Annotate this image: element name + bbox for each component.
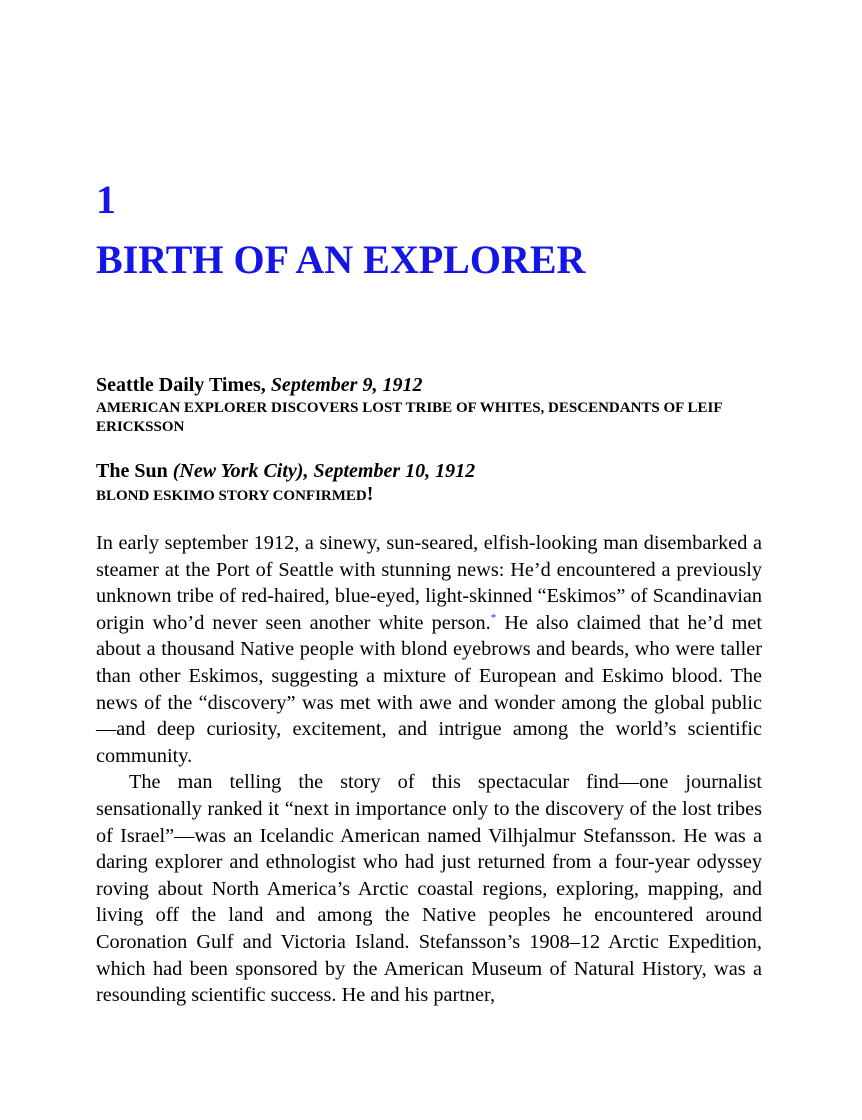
epigraph-the-sun	[96, 459, 762, 506]
footnote-link[interactable]: *	[490, 612, 497, 625]
paragraph-1-text: In early september 1912, a sinewy, sun-seared, elfish-looking man disembarked a steamer at the Port of Seattle with stunning news: He’d encountered a previously unknown tribe of red-haired, blue-eyed, light-skinned “Eskimos” of Scandinavian origin who’d never seen another white person.	[96, 532, 762, 634]
epigraph-headline-exclamation: !	[366, 483, 374, 505]
paragraph-1-text-cont: He also claimed that he’d met about a thousand Native people with blond eyebrows and beards, who were taller than other Eskimos, suggesting a mixture of European and Eskimo blood. The news of the “discovery” was met with awe and wonder among the global public—and deep curiosity, excitement, and intrigue among the world’s scientific community.	[96, 611, 763, 767]
newspaper-name: Seattle Daily Times,	[96, 374, 266, 396]
epigraph-place: (New York City),	[172, 460, 309, 482]
epigraph-headline-text: BLOND ESKIMO STORY CONFIRMED	[96, 488, 367, 504]
epigraph-source	[96, 459, 762, 483]
chapter-title: BIRTH OF AN EXPLORER	[96, 237, 586, 282]
epigraph-date: September 9, 1912	[270, 374, 423, 396]
epigraph-seattle-times	[96, 373, 762, 437]
epigraph-date: September 10, 1912	[313, 460, 476, 482]
newspaper-name: The Sun	[96, 460, 168, 482]
epigraph-source	[96, 373, 762, 397]
epigraph-headline	[96, 485, 762, 506]
chapter-body	[96, 530, 762, 1009]
paragraph-2: The man telling the story of this spectacular find—one journalist sensationally ranked it “next in importance only to the discovery of the lost tribes of Israel”—was an Icelandic American named Vilhjalmur Stefansson. He was a daring explorer and ethnologist who had just returned from a four-year odyssey roving about North America’s Arctic coastal regions, exploring, mapping, and living off the land and among the Native peoples he encountered around Coronation Gulf and Victoria Island. Stefansson’s 1908–12 Arctic Expedition, which had been sponsored by the American Museum of Natural History, was a resounding scientific success. He and his partner,	[96, 771, 762, 1007]
paragraph-1	[96, 530, 762, 769]
chapter-number: 1	[96, 177, 116, 222]
epigraphs	[96, 373, 762, 506]
epigraph-headline: AMERICAN EXPLORER DISCOVERS LOST TRIBE OF WHITES, DESCENDANTS OF LEIF ERICKSSON	[96, 400, 722, 435]
